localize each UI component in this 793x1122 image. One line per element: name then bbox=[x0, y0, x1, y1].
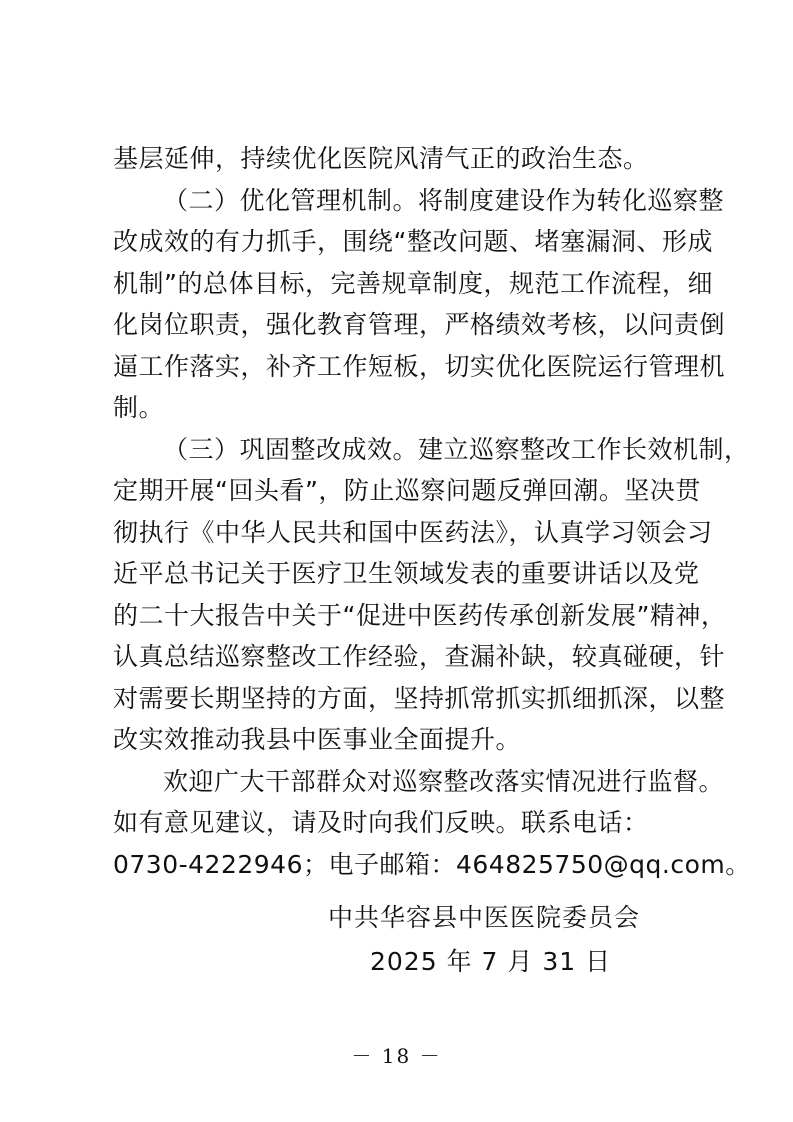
text-line: 近平总书记关于医疗卫生领域发表的重要讲话以及党 bbox=[113, 559, 700, 588]
text-line: 逼工作落实，补齐工作短板，切实优化医院运行管理机 bbox=[113, 351, 726, 381]
contact-line: 0730-4222946；电子邮箱：464825750@qq.com。 bbox=[113, 849, 751, 879]
text-line: 基层延伸，持续优化医院风清气正的政治生态。 bbox=[113, 144, 649, 173]
text-line: 制。 bbox=[113, 393, 165, 422]
text-line: 彻执行《中华人民共和国中医药法》，认真学习领会习 bbox=[113, 517, 713, 547]
text-line: 认真总结巡察整改工作经验，查漏补缺，较真碰硬，针 bbox=[113, 642, 726, 671]
text-line: 改实效推动我县中医事业全面提升。 bbox=[113, 725, 522, 754]
signature-date: 2025 年 7 月 31 日 bbox=[370, 947, 612, 976]
text-line: 改成效的有力抓手，围绕“整改问题、堵塞漏洞、形成 bbox=[113, 227, 713, 256]
paragraph-1 bbox=[113, 138, 683, 180]
paragraph-3 bbox=[113, 429, 750, 761]
text-line: （三）巩固整改成效。建立巡察整改工作长效机制， bbox=[163, 434, 750, 464]
text-line: 机制”的总体目标，完善规章制度，规范工作流程，细 bbox=[113, 268, 713, 298]
text-line: 定期开展“回头看”，防止巡察问题反弹回潮。坚决贯 bbox=[113, 476, 701, 505]
text-line: 对需要长期坚持的方面，坚持抓常抓实抓细抓深，以整 bbox=[113, 683, 726, 713]
text-line: 如有意见建议，请及时向我们反映。联系电话： bbox=[113, 808, 649, 837]
text-line: 的二十大报告中关于“促进中医药传承创新发展”精神， bbox=[113, 600, 727, 630]
paragraph-2 bbox=[113, 180, 726, 429]
text-line: （二）优化管理机制。将制度建设作为转化巡察整 bbox=[163, 185, 725, 215]
document-body bbox=[113, 138, 751, 885]
text-line: 化岗位职责，强化教育管理，严格绩效考核，以问责倒 bbox=[113, 310, 726, 339]
page-number: － 18 － bbox=[351, 1044, 442, 1068]
signature-organization: 中共华容县中医医院委员会 bbox=[328, 903, 641, 932]
text-line: 欢迎广大干部群众对巡察整改落实情况进行监督。 bbox=[163, 766, 725, 796]
paragraph-4 bbox=[113, 761, 751, 886]
